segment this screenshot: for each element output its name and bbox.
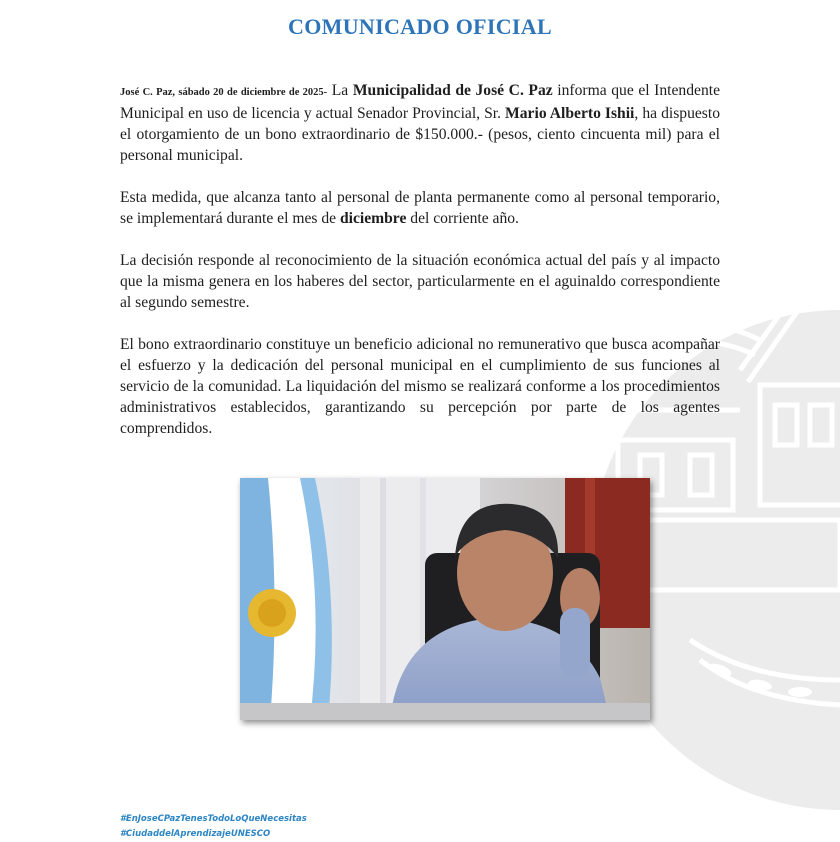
paragraph-3: La decisión responde al reconocimiento de la situación económica actual del país y al impacto que la misma genera en los haberes del sector, particularmente en el aguinaldo correspondiente al segundo semestre. xyxy=(120,252,720,311)
paragraph-2 xyxy=(120,187,720,229)
month-emphasis: diciembre xyxy=(339,210,407,227)
page-title: COMUNICADO OFICIAL xyxy=(288,14,552,39)
official-portrait-photo xyxy=(240,478,650,720)
hashtags xyxy=(120,812,307,842)
hashtag-1: #EnJoseCPazTenesTodoLoQueNecesitas xyxy=(120,814,307,824)
official-name: Mario Alberto Ishii xyxy=(505,105,635,122)
dateline: José C. Paz, sábado 20 de diciembre de 2025- xyxy=(120,87,328,98)
text-segment: , ha dispuesto el otorgamiento de un bono extraordinario de $150.000.- (pesos, ciento cincuenta mil) para el personal municipal. xyxy=(120,105,721,164)
paragraph-1 xyxy=(120,80,720,166)
text-segment: Esta medida, que alcanza tanto al personal de planta permanente como al personal temporario, se implementará durante el mes de xyxy=(120,189,720,227)
paragraph-4: El bono extraordinario constituye un beneficio adicional no remunerativo que busca acompañar el esfuerzo y la dedicación del personal municipal en el cumplimiento de sus funciones al servicio de la comunidad. La liquidación del mismo se realizará conforme a los procedimientos administrativos establecidos, garantizando su percepción por parte de los agentes comprendidos. xyxy=(120,336,720,437)
communique-body xyxy=(120,80,720,460)
hashtag-2: #CiudaddelAprendizajeUNESCO xyxy=(120,829,271,839)
text-segment: informa que el Intendente Municipal en uso de licencia y actual Senador Provincial, Sr. xyxy=(120,82,720,122)
text-segment: La xyxy=(327,82,353,99)
text-segment: del corriente año. xyxy=(406,210,519,227)
municipality-name: Municipalidad de José C. Paz xyxy=(352,82,553,99)
